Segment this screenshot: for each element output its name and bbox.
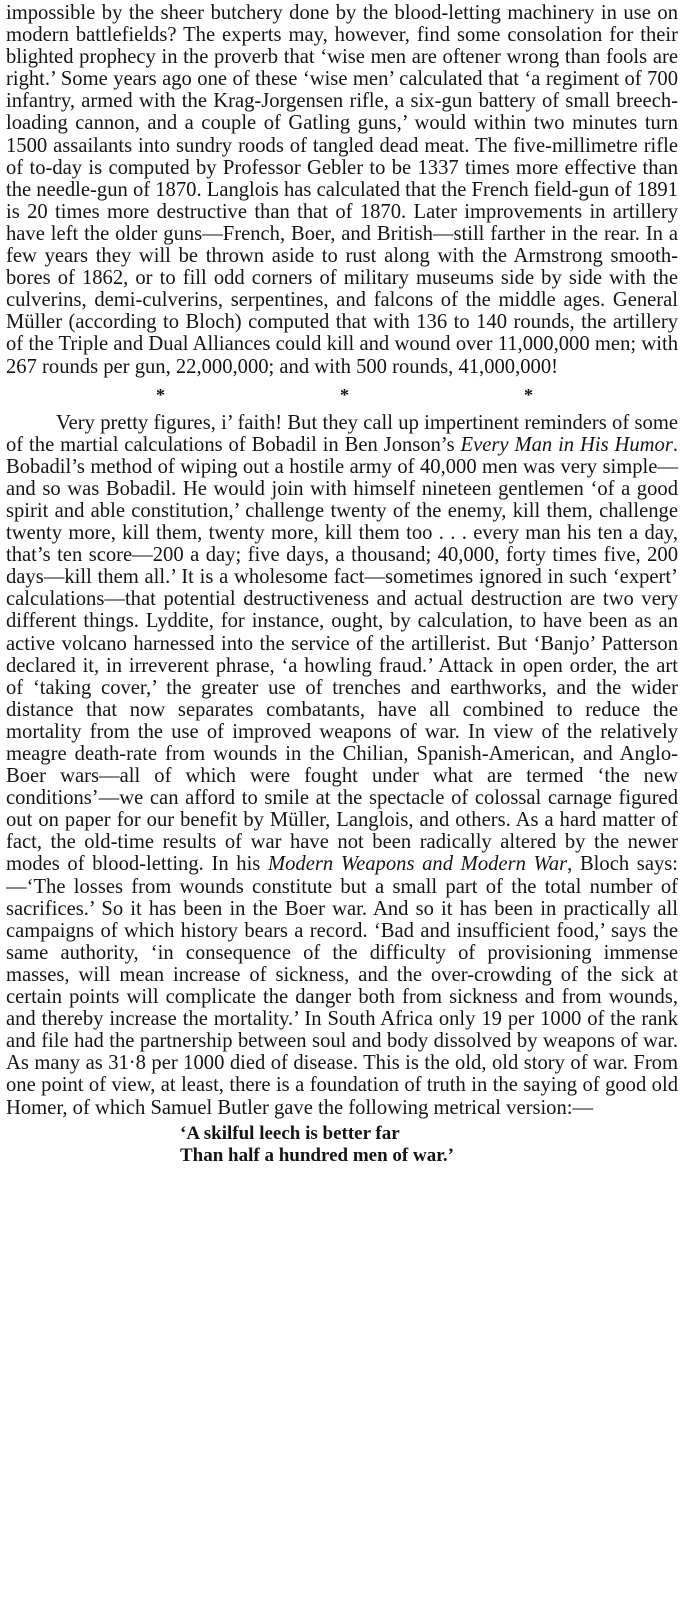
book-title-every-man: Every Man in His Humor xyxy=(460,433,673,456)
verse-line-1: ‘A skilful leech is better far xyxy=(180,1122,400,1144)
book-title-modern-weapons: Modern Weapons and Modern War xyxy=(267,853,568,876)
paragraph-1: impossible by the sheer butchery done by the blood-letting machinery in use on modern battlefields? The experts may, however, find some consolation for their blighted prophecy in the proverb that ‘wise men are oftener wrong than fools are right.’ Some years ago one of these ‘wise men’ calculated that ‘a regiment of 700 infantry, armed with the Krag-Jorgensen rifle, a six-gun battery of small breech-loading cannon, and a couple of Gatling guns,’ would within two minutes turn 1500 assailants into sundry roods of tangled dead meat. The five-millimetre rifle of to-day is computed by Professor Gebler to be 1337 times more effective than the needle-gun of 1870. Langlois has calculated that the French field-gun of 1891 is 20 times more destructive than that of 1870. Later improvements in artillery have left the older guns—French, Boer, and British—still farther in the rear. In a few years they will be thrown aside to rust along with the Armstrong smooth-bores of 1862, or to fill odd corners of military museums side by side with the culverins, demi-culverins, serpentines, and falcons of the middle ages. General Müller (according to Bloch) computed that with 136 to 140 rounds, the artillery of the Triple and Dual Alliances could kill and wound over 11,000,000 men; with 267 rounds per gun, 22,000,000; and with 500 rounds, 41,000,000! xyxy=(6,2,678,378)
asterism-star-3: * xyxy=(524,384,533,405)
verse-line-2: Than half a hundred men of war.’ xyxy=(180,1144,454,1166)
asterism-star-1: * xyxy=(156,384,165,405)
paragraph-2-part-1: Very pretty figures, i’ faith! But they call up impertinent reminders of some of the martial calculations of Bobadil in Ben Jonson’s xyxy=(6,411,678,456)
document-page xyxy=(6,2,678,1167)
section-divider xyxy=(6,378,678,412)
paragraph-2-part-3: , Bloch says:—‘The losses from wounds constitute but a small part of the total number of sacrifices.’ So it has been in the Boer war. And so it has been in practically all campaigns of which history bears a record. ‘Bad and insufficient food,’ says the same authority, ‘in consequence of the difficulty of provisioning immense masses, will mean increase of sickness, and the over-crowding of the sick at certain points will complicate the danger both from sickness and from wounds, and thereby increase the mortality.’ In South Africa only 19 per 1000 of the rank and file had the partnership between soul and body dissolved by weapons of war. As many as 31·8 per 1000 died of disease. This is the old, old story of war. From one point of view, at least, there is a foundation of truth in the saying of good old Homer, of which Samuel Butler gave the following metrical version:— xyxy=(6,853,678,1119)
verse-quote xyxy=(180,1123,678,1167)
paragraph-2 xyxy=(6,412,678,1119)
paragraph-2-part-2: . Bobadil’s method of wiping out a hostile army of 40,000 men was very simple—and so was Bobadil. He would join with himself nineteen gentlemen ‘of a good spirit and able constitution,’ challenge twenty of the enemy, kill them, challenge twenty more, kill them, twenty more, kill them too . . . every man his ten a day, that’s ten score—200 a day; five days, a thousand; 40,000, forty times five, 200 days—kill them all.’ It is a wholesome fact—sometimes ignored in such ‘expert’ calculations—that potential destructiveness and actual destruction are two very different things. Lyddite, for instance, ought, by calculation, to have been as an active volcano harnessed into the service of the artillerist. But ‘Banjo’ Patterson declared it, in irreverent phrase, ‘a howling fraud.’ Attack in open order, the art of ‘taking cover,’ the greater use of trenches and earthworks, and the wider distance that now separates combatants, have all combined to reduce the mortality from the use of improved weapons of war. In view of the relatively meagre death-rate from wounds in the Chilian, Spanish-American, and Anglo-Boer wars—all of which were fought under what are termed ‘the new conditions’—we can afford to smile at the spectacle of colossal carnage figured out on paper for our benefit by Müller, Langlois, and others. As a hard matter of fact, the old-time results of war have not been radically altered by the newer modes of blood-letting. In his xyxy=(6,433,678,876)
asterism-star-2: * xyxy=(340,384,349,405)
